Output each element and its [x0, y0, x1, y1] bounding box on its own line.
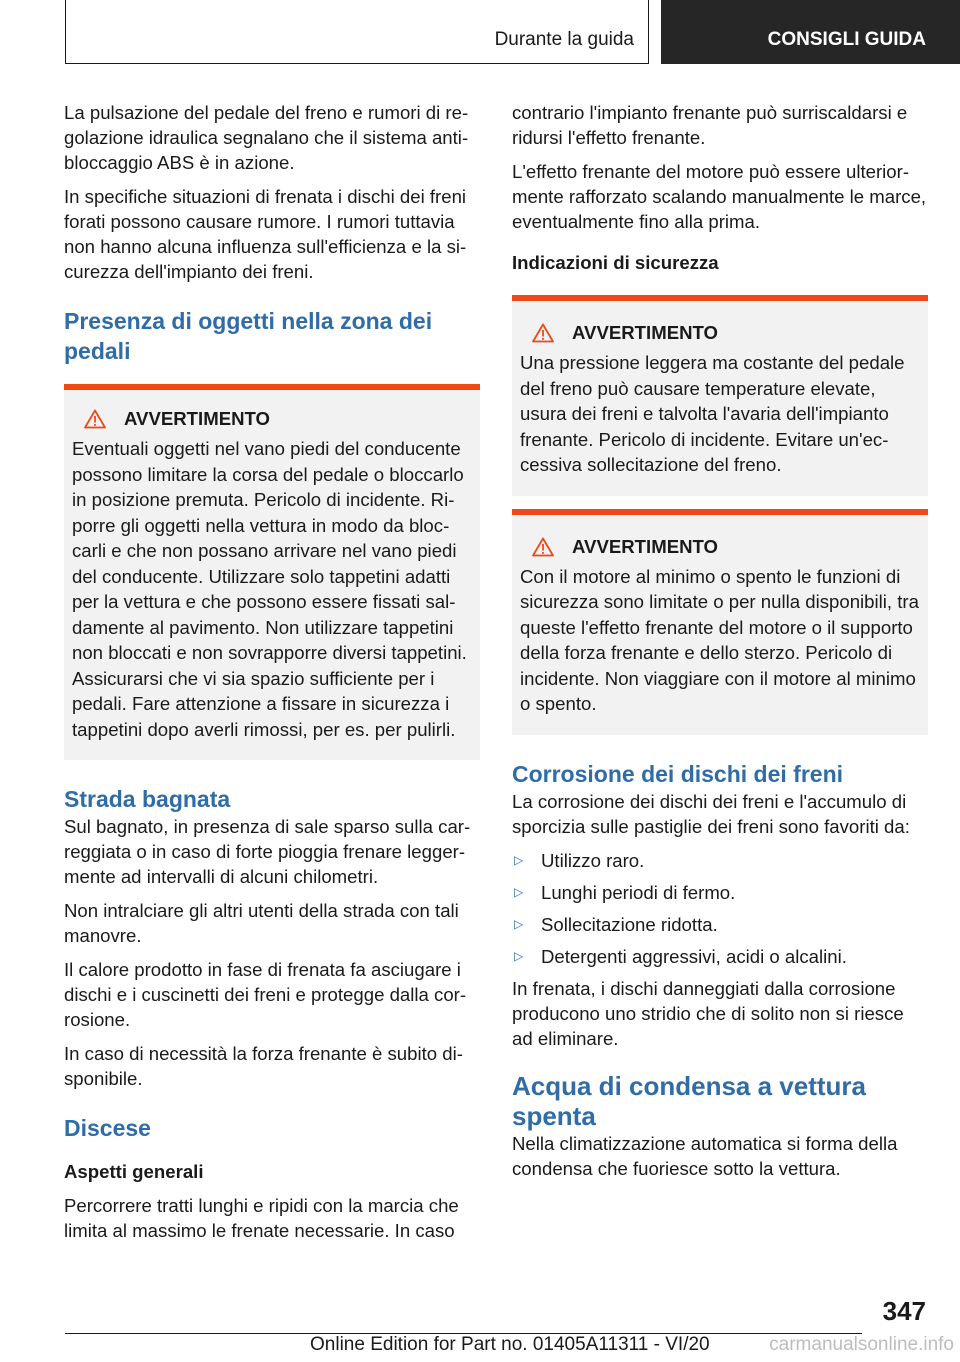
- heading-safety-notes: Indicazioni di sicurezza: [512, 252, 719, 273]
- wet-road-paragraph-3: Il calore prodotto in fase di frenata fa asciugare i dischi e i cuscinetti dei freni e protegge dalla corrosione.: [64, 959, 467, 1030]
- warning-text: Eventuali oggetti nel vano piedi del conducente possono limitare la corsa del pedale o bloccarlo in posizione premuta. Pericolo di incidente. Riporre gli oggetti nella vettura in modo da bloccarli e che non possano arrivare nel vano piedi del conducente. Utilizzare solo tappetini adatti per la vettura e che possono essere fissati saldamente al pavimento. Non utilizzare tappetini non bloccati e non sovrapporre diversi tappetini. Assicurarsi che vi sia spazio sufficiente per i pedali. Fare attenzione a fissare in sicurezza i tappetini dopo averli rimossi, per es. per pulirli.: [72, 438, 467, 740]
- warning-title: AVVERTIMENTO: [572, 535, 719, 557]
- heading-pedal-objects: Presenza di oggetti nella zona dei pedali: [64, 308, 433, 364]
- list-item: ▷ Sollecitazione ridotta.: [514, 913, 718, 935]
- warning-box-engine-idle: [512, 509, 928, 735]
- heading-wet-road: Strada bagnata: [64, 786, 231, 812]
- warning-triangle-icon: [532, 537, 554, 557]
- heading-descents: Discese: [64, 1115, 151, 1141]
- triangle-bullet-icon: ▷: [514, 916, 524, 931]
- triangle-bullet-icon: ▷: [514, 852, 524, 867]
- drilled-discs-paragraph: In specifiche situazioni di frenata i dischi dei freni forati possono causare rumore. I rumori tuttavia non hanno alcuna influenza sull'efficienza e la sicurezza dell'impianto dei freni.: [64, 186, 467, 282]
- abs-paragraph: La pulsazione del pedale del freno e rumori di regolazione idraulica segnalano che il sistema antibloccaggio ABS è in azione.: [64, 102, 469, 173]
- warning-box-brake-pressure: [512, 295, 928, 496]
- wet-road-paragraph-2: Non intralciare gli altri utenti della strada con tali manovre.: [64, 900, 459, 946]
- condensate-paragraph: Nella climatizzazione automatica si forma della condensa che fuoriesce sotto la vettura.: [512, 1132, 898, 1179]
- right-column: [512, 100, 928, 1190]
- wet-road-paragraph-4: In caso di necessità la forza frenante è subito disponibile.: [64, 1043, 463, 1089]
- warning-box-pedals: [64, 384, 480, 760]
- page-number: 347: [882, 1296, 926, 1326]
- header-chapter-tab: CONSIGLI GUIDA: [661, 0, 960, 64]
- footer-edition: Online Edition for Part no. 01405A11311 - VI/20: [310, 1334, 710, 1355]
- warning-text: Con il motore al minimo o spento le funzioni di sicurezza sono limitate o per nulla disponibili, tra queste l'effetto frenante del motore o il supporto della forza frenante e dello sterzo. Pericolo di incidente. Non viaggiare con il motore al minimo o spento.: [520, 565, 919, 714]
- engine-braking-paragraph: L'effetto frenante del motore può essere ulteriormente rafforzato scalando manualmente le marce, eventualmente fino alla prima.: [512, 161, 927, 232]
- heading-disc-corrosion: Corrosione dei dischi dei freni: [512, 760, 844, 787]
- heading-general-aspects: Aspetti generali: [64, 1161, 204, 1182]
- descents-paragraph: Percorrere tratti lunghi e ripidi con la marcia che limita al massimo le frenate necessarie. In caso: [64, 1195, 459, 1241]
- wet-road-paragraph-1: Sul bagnato, in presenza di sale sparso sulla carreggiata o in caso di forte pioggia frenare leggermente ad intervalli di alcuni chilometri.: [64, 816, 471, 887]
- heading-condensate: Acqua di condensa a vettura spenta: [512, 1070, 866, 1131]
- warning-text: Una pressione leggera ma costante del pedale del freno può causare temperature elevate, usura dei freni e talvolta l'avaria dell'impianto frenante. Pericolo di incidente. Evitare un'eccessiva sollecitazione del freno.: [520, 352, 905, 475]
- triangle-bullet-icon: ▷: [514, 948, 524, 963]
- watermark-text: carmanualsonline.info: [769, 1334, 954, 1355]
- warning-title: AVVERTIMENTO: [572, 322, 719, 343]
- warning-triangle-icon: [532, 323, 554, 343]
- left-column: [64, 100, 480, 1252]
- list-item: ▷ Lunghi periodi di fermo.: [514, 881, 736, 903]
- corrosion-causes-list: [512, 848, 928, 969]
- list-item: ▷ Detergenti aggressivi, acidi o alcalini.: [514, 945, 847, 967]
- warning-title: AVVERTIMENTO: [124, 408, 271, 429]
- continued-paragraph: contrario l'impianto frenante può surriscaldarsi e ridursi l'effetto frenante.: [512, 102, 908, 148]
- warning-triangle-icon: [84, 409, 106, 429]
- header-section-title: Durante la guida: [494, 29, 634, 50]
- list-item: ▷ Utilizzo raro.: [514, 849, 645, 871]
- damaged-discs-paragraph: In frenata, i dischi danneggiati dalla corrosione producono uno stridio che di solito non si riesce ad eliminare.: [512, 977, 904, 1049]
- triangle-bullet-icon: ▷: [514, 884, 524, 899]
- corrosion-paragraph: La corrosione dei dischi dei freni e l'accumulo di sporcizia sulle pastiglie dei freni sono favoriti da:: [512, 790, 910, 837]
